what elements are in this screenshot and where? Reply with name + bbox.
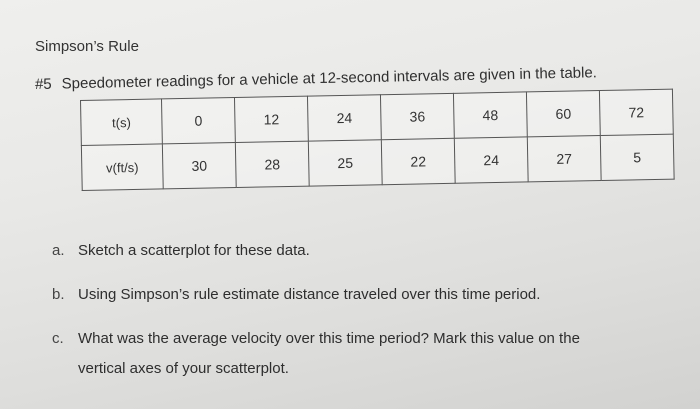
row-header-time: t(s) (81, 99, 163, 146)
table-cell: 60 (526, 91, 600, 137)
question-b (52, 284, 540, 306)
table-cell: 36 (380, 93, 454, 139)
table-cell: 0 (161, 98, 235, 144)
table-cell: 27 (527, 136, 601, 182)
table-cell: 25 (308, 140, 382, 186)
question-letter: a. (52, 242, 65, 259)
table-cell: 24 (307, 95, 381, 141)
table-cell: 28 (235, 141, 309, 187)
problem-text: Speedometer readings for a vehicle at 12-second intervals are given in the table. (61, 64, 598, 93)
question-c (52, 328, 580, 380)
question-text: What was the average velocity over this time period? Mark this value on the (78, 330, 580, 347)
table-cell: 48 (453, 92, 527, 138)
problem-number: #5 (34, 75, 52, 93)
question-letter: c. (52, 330, 64, 347)
table-cell: 22 (381, 138, 455, 184)
question-text-continuation: vertical axes of your scatterplot. (78, 360, 289, 377)
question-text: Sketch a scatterplot for these data. (78, 242, 310, 259)
question-text: Using Simpson’s rule estimate distance traveled over this time period. (78, 286, 541, 303)
table-cell: 24 (454, 137, 528, 183)
question-a (52, 240, 310, 262)
problem-statement (35, 64, 597, 93)
question-letter: b. (52, 286, 65, 303)
row-header-velocity: v(ft/s) (81, 144, 163, 191)
data-table (80, 89, 675, 191)
table-cell: 5 (600, 134, 674, 180)
table-cell: 12 (234, 96, 308, 142)
table-cell: 30 (162, 143, 236, 189)
section-heading: Simpson’s Rule (35, 38, 139, 55)
table-cell: 72 (599, 89, 673, 135)
